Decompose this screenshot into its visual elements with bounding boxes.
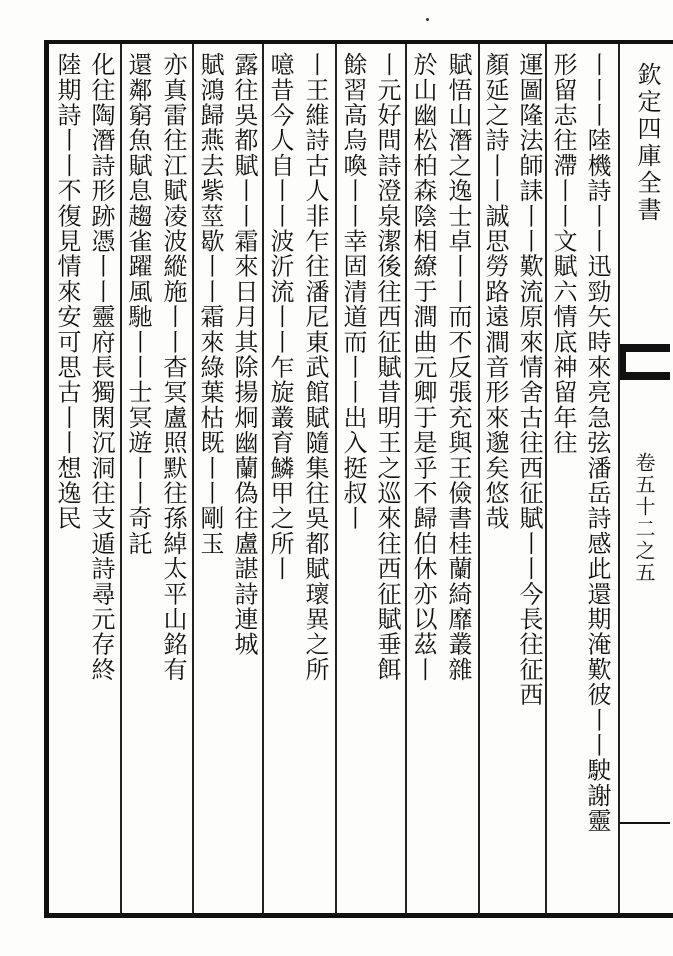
text-column: 賦鴻歸燕去紫莖歇丨丨霜來綠葉枯既丨丨剛玉 bbox=[196, 52, 224, 556]
text-column: 形留志往滯丨丨文賦六情底神留年往 bbox=[549, 52, 577, 456]
column-rule bbox=[192, 44, 194, 914]
text-column: 丨元好問詩澄泉潔後往西征賦昔明王之巡來往西征賦垂餌 bbox=[373, 52, 401, 682]
text-column: 賦悟山潛之逸士卓丨丨而不反張充與王儉書桂蘭綺靡叢雜 bbox=[444, 52, 472, 682]
ink-dot bbox=[426, 18, 429, 21]
text-column: 露往吳都賦丨丨霜來日月其除揚炯幽蘭偽往盧諶詩連城 bbox=[230, 52, 258, 657]
fish-tail-mark bbox=[618, 344, 670, 380]
text-column: 化往陶潛詩形跡憑丨丨靈府長獨閑沉洞往支遁詩尋元存終 bbox=[87, 52, 115, 682]
margin-rule bbox=[618, 822, 670, 824]
column-rule bbox=[120, 44, 122, 914]
column-rule bbox=[618, 44, 620, 914]
text-column: 還鄰窮魚賦息趨雀躍風馳丨丨士冥遊丨丨奇託 bbox=[124, 52, 152, 556]
text-column: 噫昔今人自丨丨波沂流丨丨乍旋叢育鱗甲之所丨 bbox=[266, 52, 294, 582]
text-column: 亦真雷往江賦凌波縱施丨丨杳冥盧照默往孫綽太平山銘有 bbox=[159, 52, 187, 682]
text-column: 丨丨丨陸機詩丨丨迅勁矢時來亮急弦潘岳詩感此還期淹歎彼丨丨駛謝靈 bbox=[583, 52, 611, 834]
volume-label: 卷五十二之五 bbox=[632, 452, 656, 584]
book-title: 欽定四庫全書 bbox=[633, 62, 661, 224]
text-column: 顏延之詩丨丨誠思勞路遠澗音形來邈矣悠哉 bbox=[481, 52, 509, 531]
text-column: 運圖隆法師誄丨丨歎流原來情舍古往西征賦丨丨今長往征西 bbox=[515, 52, 543, 708]
column-rule bbox=[335, 44, 337, 914]
book-margin bbox=[618, 52, 670, 912]
text-column: 丨王維詩古人非乍往潘尼東武館賦隨集往吳都賦瓌異之所 bbox=[301, 52, 329, 682]
text-column: 陸期詩丨丨不復見情來安可思古丨丨想逸民 bbox=[53, 52, 81, 531]
text-column: 於山幽松柏森陰相繚于澗曲元卿于是乎不歸伯休亦以茲丨 bbox=[409, 52, 437, 682]
text-column: 餘習高烏喚丨丨幸固清道而丨丨出入挺叔丨 bbox=[339, 52, 367, 531]
